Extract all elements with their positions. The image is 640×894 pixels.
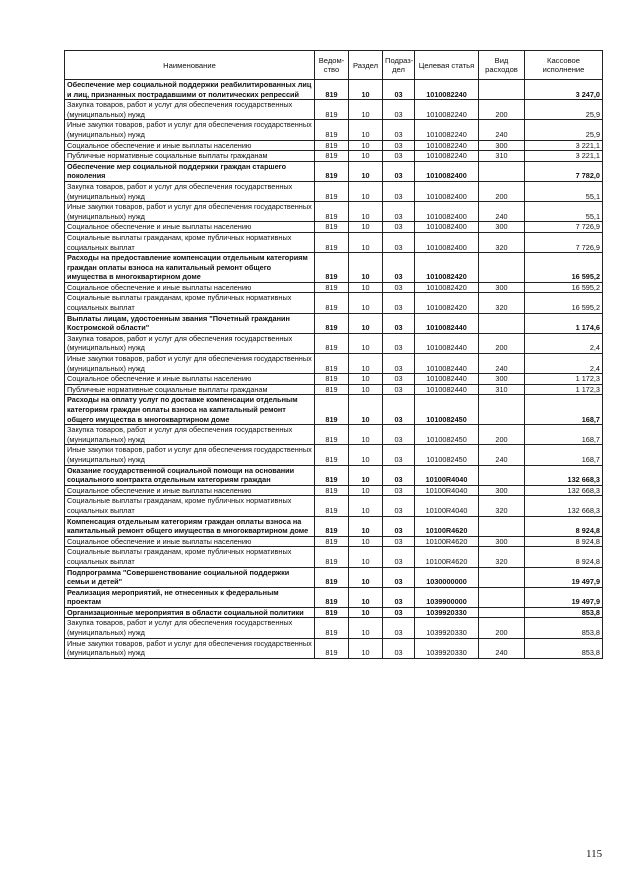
table-row <box>65 313 603 333</box>
row-name: Социальное обеспечение и иные выплаты населению <box>65 222 315 233</box>
table-row <box>65 80 603 100</box>
header-subsection: Подраз-дел <box>383 51 415 80</box>
row-amount: 168,7 <box>525 425 603 445</box>
table-row <box>65 445 603 465</box>
table-row <box>65 333 603 353</box>
row-target-article: 10100R4040 <box>415 485 479 496</box>
row-department: 819 <box>315 151 349 162</box>
row-department: 819 <box>315 293 349 313</box>
row-department: 819 <box>315 120 349 140</box>
row-amount: 16 595,2 <box>525 253 603 283</box>
row-subsection: 03 <box>383 202 415 222</box>
row-expense-type: 320 <box>479 293 525 313</box>
row-department: 819 <box>315 282 349 293</box>
row-target-article: 1039920330 <box>415 607 479 618</box>
row-name: Социальное обеспечение и иные выплаты населению <box>65 485 315 496</box>
row-expense-type: 240 <box>479 354 525 374</box>
table-row <box>65 485 603 496</box>
row-department: 819 <box>315 140 349 151</box>
row-department: 819 <box>315 232 349 252</box>
row-subsection: 03 <box>383 445 415 465</box>
row-department: 819 <box>315 547 349 567</box>
row-expense-type: 240 <box>479 202 525 222</box>
row-subsection: 03 <box>383 293 415 313</box>
table-row <box>65 202 603 222</box>
row-expense-type <box>479 253 525 283</box>
table-row <box>65 536 603 547</box>
row-department: 819 <box>315 638 349 658</box>
row-department: 819 <box>315 202 349 222</box>
row-subsection: 03 <box>383 516 415 536</box>
table-row <box>65 282 603 293</box>
row-target-article: 1010082240 <box>415 151 479 162</box>
row-name: Иные закупки товаров, работ и услуг для обеспечения государственных (муниципальных) нужд <box>65 638 315 658</box>
row-section: 10 <box>349 516 383 536</box>
row-expense-type <box>479 607 525 618</box>
row-name: Подпрограмма "Совершенствование социальной поддержки семьи и детей" <box>65 567 315 587</box>
row-expense-type <box>479 313 525 333</box>
row-subsection: 03 <box>383 425 415 445</box>
row-expense-type <box>479 395 525 425</box>
row-name: Иные закупки товаров, работ и услуг для обеспечения государственных (муниципальных) нужд <box>65 202 315 222</box>
row-expense-type <box>479 80 525 100</box>
row-amount: 1 174,6 <box>525 313 603 333</box>
row-target-article: 1010082240 <box>415 120 479 140</box>
row-section: 10 <box>349 313 383 333</box>
row-subsection: 03 <box>383 354 415 374</box>
table-row <box>65 638 603 658</box>
row-name: Реализация мероприятий, не отнесенных к федеральным проектам <box>65 587 315 607</box>
table-row <box>65 181 603 201</box>
row-name: Закупка товаров, работ и услуг для обеспечения государственных (муниципальных) нужд <box>65 333 315 353</box>
row-target-article: 1010082440 <box>415 313 479 333</box>
row-subsection: 03 <box>383 384 415 395</box>
row-department: 819 <box>315 313 349 333</box>
row-section: 10 <box>349 465 383 485</box>
row-amount: 25,9 <box>525 100 603 120</box>
budget-execution-table <box>64 50 603 659</box>
table-row <box>65 161 603 181</box>
row-section: 10 <box>349 161 383 181</box>
table-row <box>65 374 603 385</box>
row-name: Иные закупки товаров, работ и услуг для обеспечения государственных (муниципальных) нужд <box>65 445 315 465</box>
row-department: 819 <box>315 222 349 233</box>
row-amount: 19 497,9 <box>525 587 603 607</box>
row-subsection: 03 <box>383 465 415 485</box>
table-row <box>65 496 603 516</box>
row-section: 10 <box>349 536 383 547</box>
row-name: Компенсация отдельным категориям граждан оплаты взноса на капитальный ремонт общего имущества в многоквартирном доме <box>65 516 315 536</box>
row-amount: 168,7 <box>525 445 603 465</box>
row-subsection: 03 <box>383 151 415 162</box>
row-department: 819 <box>315 100 349 120</box>
row-name: Социальные выплаты гражданам, кроме публичных нормативных социальных выплат <box>65 293 315 313</box>
row-name: Социальные выплаты гражданам, кроме публичных нормативных социальных выплат <box>65 547 315 567</box>
row-expense-type <box>479 587 525 607</box>
row-target-article: 1039920330 <box>415 638 479 658</box>
row-amount: 25,9 <box>525 120 603 140</box>
row-target-article: 1010082400 <box>415 202 479 222</box>
row-amount: 132 668,3 <box>525 465 603 485</box>
row-target-article: 10100R4040 <box>415 496 479 516</box>
row-name: Иные закупки товаров, работ и услуг для обеспечения государственных (муниципальных) нужд <box>65 120 315 140</box>
row-section: 10 <box>349 374 383 385</box>
header-cash-execution: Кассовое исполнение <box>525 51 603 80</box>
table-row <box>65 425 603 445</box>
table-row <box>65 120 603 140</box>
row-department: 819 <box>315 384 349 395</box>
row-subsection: 03 <box>383 618 415 638</box>
row-name: Социальное обеспечение и иные выплаты населению <box>65 140 315 151</box>
header-target-article: Целевая статья <box>415 51 479 80</box>
row-expense-type: 200 <box>479 333 525 353</box>
row-section: 10 <box>349 425 383 445</box>
row-amount: 8 924,8 <box>525 547 603 567</box>
row-subsection: 03 <box>383 161 415 181</box>
table-row <box>65 607 603 618</box>
row-subsection: 03 <box>383 140 415 151</box>
row-amount: 8 924,8 <box>525 516 603 536</box>
row-name: Иные закупки товаров, работ и услуг для обеспечения государственных (муниципальных) нужд <box>65 354 315 374</box>
row-subsection: 03 <box>383 587 415 607</box>
row-target-article: 1030000000 <box>415 567 479 587</box>
row-expense-type: 240 <box>479 120 525 140</box>
row-expense-type: 300 <box>479 536 525 547</box>
row-subsection: 03 <box>383 222 415 233</box>
row-expense-type: 310 <box>479 151 525 162</box>
row-subsection: 03 <box>383 313 415 333</box>
row-name: Социальное обеспечение и иные выплаты населению <box>65 282 315 293</box>
row-name: Закупка товаров, работ и услуг для обеспечения государственных (муниципальных) нужд <box>65 181 315 201</box>
row-amount: 168,7 <box>525 395 603 425</box>
header-section: Раздел <box>349 51 383 80</box>
table-row <box>65 222 603 233</box>
row-target-article: 1010082440 <box>415 374 479 385</box>
row-amount: 2,4 <box>525 354 603 374</box>
row-section: 10 <box>349 638 383 658</box>
row-expense-type: 200 <box>479 100 525 120</box>
row-department: 819 <box>315 425 349 445</box>
row-target-article: 1010082240 <box>415 100 479 120</box>
table-row <box>65 100 603 120</box>
row-subsection: 03 <box>383 638 415 658</box>
table-row <box>65 567 603 587</box>
row-section: 10 <box>349 496 383 516</box>
row-name: Социальное обеспечение и иные выплаты населению <box>65 374 315 385</box>
row-subsection: 03 <box>383 232 415 252</box>
row-department: 819 <box>315 485 349 496</box>
table-row <box>65 253 603 283</box>
row-target-article: 1010082450 <box>415 445 479 465</box>
row-expense-type: 200 <box>479 181 525 201</box>
row-subsection: 03 <box>383 395 415 425</box>
row-section: 10 <box>349 232 383 252</box>
row-amount: 132 668,3 <box>525 496 603 516</box>
row-target-article: 1010082440 <box>415 354 479 374</box>
row-target-article: 1010082240 <box>415 80 479 100</box>
row-amount: 3 247,0 <box>525 80 603 100</box>
row-section: 10 <box>349 282 383 293</box>
row-section: 10 <box>349 202 383 222</box>
row-target-article: 10100R4620 <box>415 547 479 567</box>
row-section: 10 <box>349 587 383 607</box>
row-expense-type: 300 <box>479 282 525 293</box>
row-name: Обеспечение мер социальной поддержки реабилитированных лиц и лиц, признанных пострадавшими от политических репрессий <box>65 80 315 100</box>
row-name: Обеспечение мер социальной поддержки граждан старшего поколения <box>65 161 315 181</box>
row-amount: 132 668,3 <box>525 485 603 496</box>
table-row <box>65 151 603 162</box>
table-row <box>65 354 603 374</box>
row-subsection: 03 <box>383 181 415 201</box>
row-target-article: 1010082400 <box>415 232 479 252</box>
row-department: 819 <box>315 161 349 181</box>
row-section: 10 <box>349 395 383 425</box>
row-expense-type: 300 <box>479 374 525 385</box>
row-section: 10 <box>349 140 383 151</box>
row-subsection: 03 <box>383 80 415 100</box>
row-name: Расходы на оплату услуг по доставке компенсации отдельным категориям граждан оплаты взноса на капитальный ремонт общего имущества в многоквартирном доме <box>65 395 315 425</box>
row-subsection: 03 <box>383 496 415 516</box>
row-department: 819 <box>315 445 349 465</box>
row-subsection: 03 <box>383 485 415 496</box>
row-amount: 55,1 <box>525 202 603 222</box>
row-target-article: 10100R4620 <box>415 516 479 536</box>
row-subsection: 03 <box>383 120 415 140</box>
row-section: 10 <box>349 100 383 120</box>
row-subsection: 03 <box>383 253 415 283</box>
row-subsection: 03 <box>383 282 415 293</box>
row-section: 10 <box>349 567 383 587</box>
row-section: 10 <box>349 120 383 140</box>
row-expense-type: 320 <box>479 496 525 516</box>
row-subsection: 03 <box>383 567 415 587</box>
row-amount: 853,8 <box>525 618 603 638</box>
row-amount: 1 172,3 <box>525 384 603 395</box>
row-department: 819 <box>315 181 349 201</box>
row-amount: 55,1 <box>525 181 603 201</box>
row-amount: 1 172,3 <box>525 374 603 385</box>
row-amount: 853,8 <box>525 638 603 658</box>
table-body <box>65 80 603 659</box>
table-header-row <box>65 51 603 80</box>
row-amount: 7 782,0 <box>525 161 603 181</box>
table-row <box>65 618 603 638</box>
row-expense-type: 320 <box>479 232 525 252</box>
row-amount: 16 595,2 <box>525 293 603 313</box>
row-section: 10 <box>349 445 383 465</box>
header-name: Наименование <box>65 51 315 80</box>
row-department: 819 <box>315 253 349 283</box>
row-amount: 3 221,1 <box>525 151 603 162</box>
row-name: Выплаты лицам, удостоенным звания "Почетный гражданин Костромской области" <box>65 313 315 333</box>
table-row <box>65 293 603 313</box>
row-name: Социальное обеспечение и иные выплаты населению <box>65 536 315 547</box>
row-expense-type: 310 <box>479 384 525 395</box>
row-expense-type <box>479 161 525 181</box>
row-section: 10 <box>349 384 383 395</box>
row-subsection: 03 <box>383 374 415 385</box>
row-section: 10 <box>349 222 383 233</box>
row-target-article: 1010082420 <box>415 282 479 293</box>
row-target-article: 1010082440 <box>415 333 479 353</box>
row-section: 10 <box>349 618 383 638</box>
row-subsection: 03 <box>383 333 415 353</box>
row-target-article: 1039900000 <box>415 587 479 607</box>
row-department: 819 <box>315 496 349 516</box>
row-department: 819 <box>315 374 349 385</box>
table-row <box>65 140 603 151</box>
table-row <box>65 395 603 425</box>
row-section: 10 <box>349 293 383 313</box>
header-department: Ведом-ство <box>315 51 349 80</box>
row-section: 10 <box>349 181 383 201</box>
row-subsection: 03 <box>383 536 415 547</box>
row-target-article: 1010082450 <box>415 395 479 425</box>
row-amount: 2,4 <box>525 333 603 353</box>
row-name: Закупка товаров, работ и услуг для обеспечения государственных (муниципальных) нужд <box>65 618 315 638</box>
row-amount: 16 595,2 <box>525 282 603 293</box>
header-expense-type: Вид расходов <box>479 51 525 80</box>
row-name: Публичные нормативные социальные выплаты гражданам <box>65 151 315 162</box>
row-target-article: 1010082400 <box>415 161 479 181</box>
row-expense-type: 200 <box>479 618 525 638</box>
row-target-article: 1010082450 <box>415 425 479 445</box>
row-target-article: 1010082400 <box>415 222 479 233</box>
row-section: 10 <box>349 253 383 283</box>
row-expense-type: 240 <box>479 445 525 465</box>
row-section: 10 <box>349 151 383 162</box>
row-amount: 3 221,1 <box>525 140 603 151</box>
row-department: 819 <box>315 607 349 618</box>
row-department: 819 <box>315 465 349 485</box>
row-name: Оказание государственной социальной помощи на основании социального контракта отдельным категориям граждан <box>65 465 315 485</box>
row-amount: 7 726,9 <box>525 222 603 233</box>
table-row <box>65 587 603 607</box>
row-amount: 7 726,9 <box>525 232 603 252</box>
row-section: 10 <box>349 80 383 100</box>
row-name: Социальные выплаты гражданам, кроме публичных нормативных социальных выплат <box>65 232 315 252</box>
row-amount: 853,8 <box>525 607 603 618</box>
row-target-article: 1010082440 <box>415 384 479 395</box>
row-amount: 19 497,9 <box>525 567 603 587</box>
row-section: 10 <box>349 354 383 374</box>
row-section: 10 <box>349 485 383 496</box>
budget-table-container <box>64 50 602 659</box>
row-subsection: 03 <box>383 100 415 120</box>
row-target-article: 1010082420 <box>415 293 479 313</box>
row-department: 819 <box>315 516 349 536</box>
row-expense-type: 320 <box>479 547 525 567</box>
row-section: 10 <box>349 333 383 353</box>
row-name: Организационные мероприятия в области социальной политики <box>65 607 315 618</box>
row-subsection: 03 <box>383 607 415 618</box>
row-target-article: 10100R4040 <box>415 465 479 485</box>
row-target-article: 1010082240 <box>415 140 479 151</box>
row-expense-type: 200 <box>479 425 525 445</box>
table-row <box>65 465 603 485</box>
table-row <box>65 232 603 252</box>
table-row <box>65 516 603 536</box>
row-department: 819 <box>315 618 349 638</box>
row-department: 819 <box>315 395 349 425</box>
row-subsection: 03 <box>383 547 415 567</box>
row-target-article: 10100R4620 <box>415 536 479 547</box>
row-department: 819 <box>315 567 349 587</box>
row-expense-type: 300 <box>479 222 525 233</box>
row-expense-type <box>479 516 525 536</box>
row-name: Публичные нормативные социальные выплаты гражданам <box>65 384 315 395</box>
row-section: 10 <box>349 547 383 567</box>
row-expense-type: 300 <box>479 140 525 151</box>
row-expense-type: 240 <box>479 638 525 658</box>
row-name: Закупка товаров, работ и услуг для обеспечения государственных (муниципальных) нужд <box>65 100 315 120</box>
row-department: 819 <box>315 536 349 547</box>
row-target-article: 1039920330 <box>415 618 479 638</box>
table-row <box>65 384 603 395</box>
row-expense-type <box>479 465 525 485</box>
row-target-article: 1010082400 <box>415 181 479 201</box>
row-name: Социальные выплаты гражданам, кроме публичных нормативных социальных выплат <box>65 496 315 516</box>
row-expense-type: 300 <box>479 485 525 496</box>
page-number: 115 <box>586 848 603 860</box>
row-department: 819 <box>315 80 349 100</box>
row-expense-type <box>479 567 525 587</box>
row-name: Закупка товаров, работ и услуг для обеспечения государственных (муниципальных) нужд <box>65 425 315 445</box>
row-target-article: 1010082420 <box>415 253 479 283</box>
row-department: 819 <box>315 333 349 353</box>
row-amount: 8 924,8 <box>525 536 603 547</box>
row-name: Расходы на предоставление компенсации отдельным категориям граждан оплаты взноса на капитальный ремонт общего имущества в многоквартирном доме <box>65 253 315 283</box>
row-department: 819 <box>315 587 349 607</box>
row-department: 819 <box>315 354 349 374</box>
table-row <box>65 547 603 567</box>
row-section: 10 <box>349 607 383 618</box>
